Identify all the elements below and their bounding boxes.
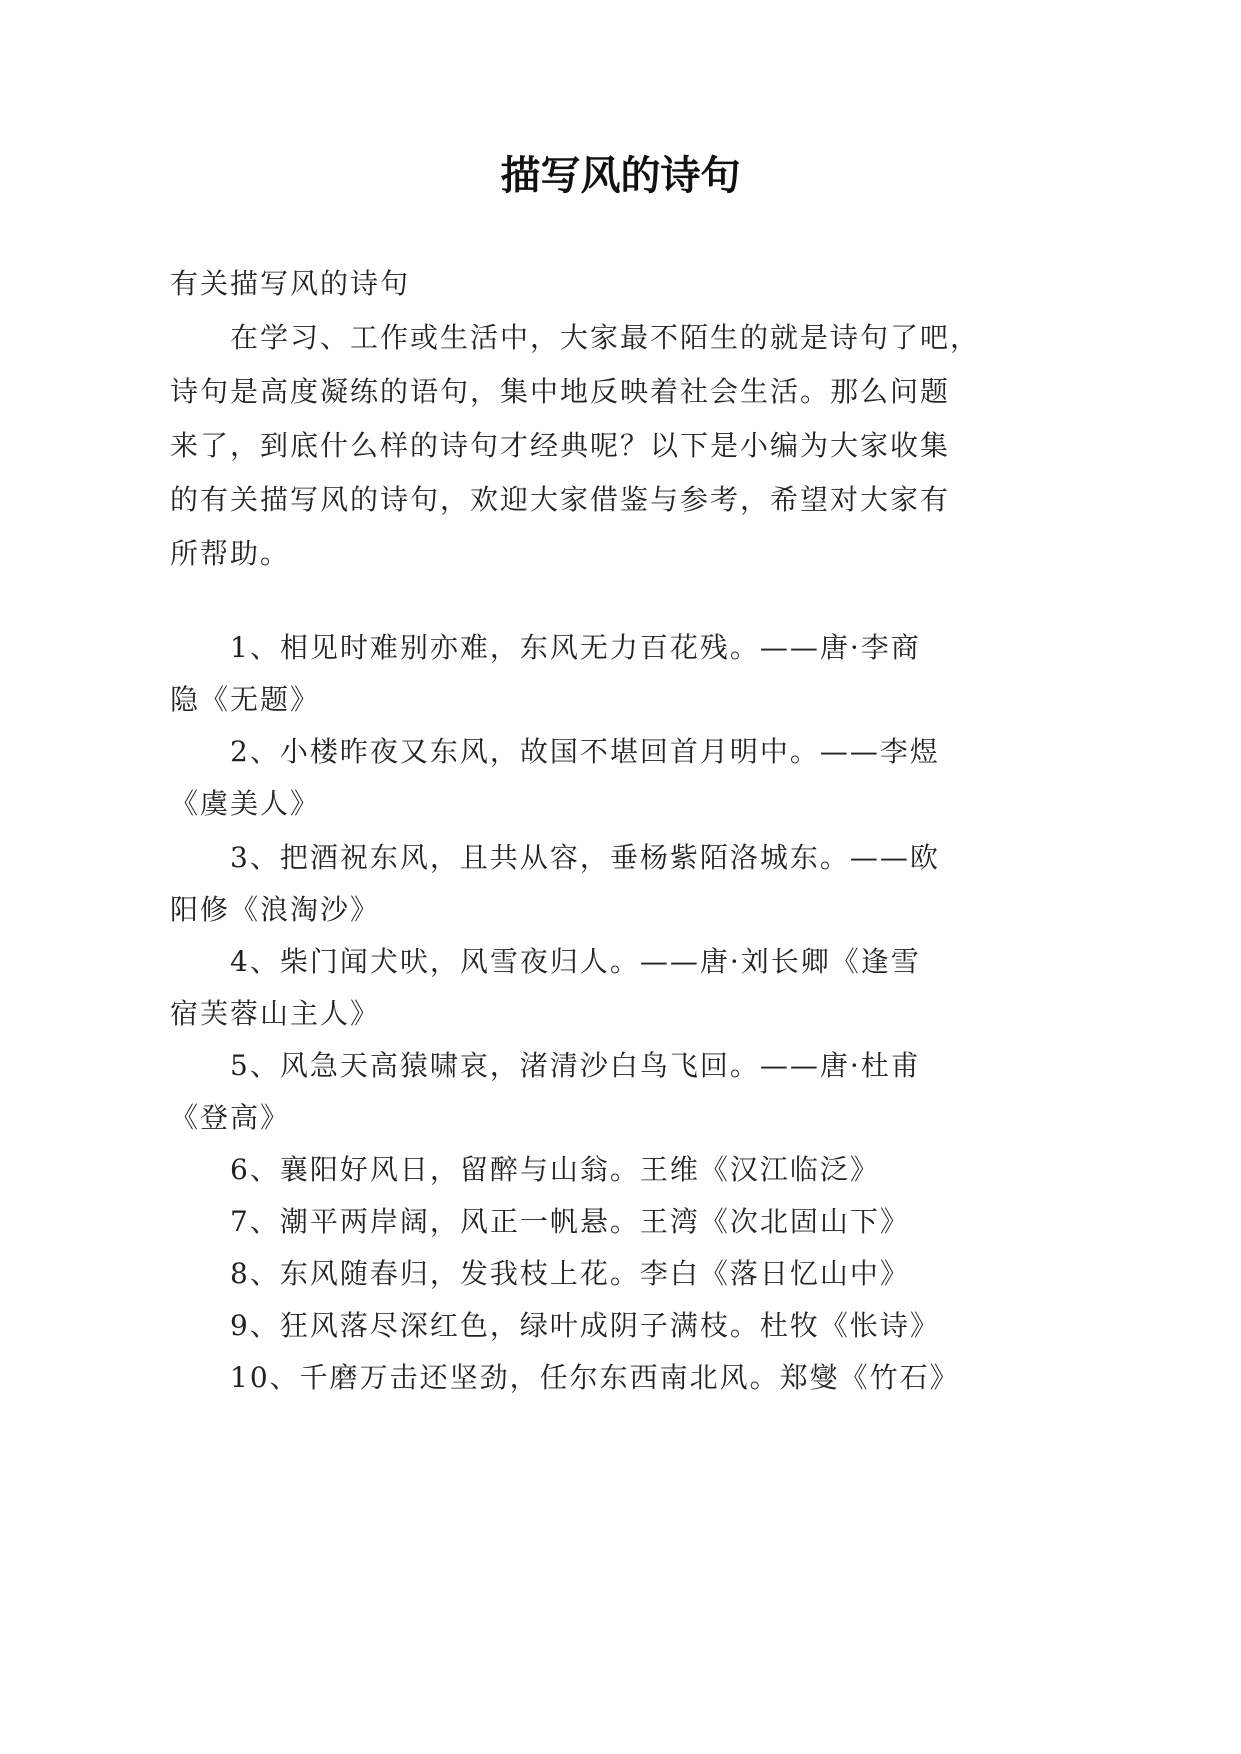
poem-line: 《虞美人》 [170,787,321,820]
poem-line: 3、把酒祝东风，且共从容，垂杨紫陌洛城东。——欧 [230,841,940,874]
poem-line: 1、相见时难别亦难，东风无力百花残。——唐·李商 [230,631,921,664]
poem-line: 隐《无题》 [170,683,321,716]
poem-line: 10、千磨万击还坚劲，任尔东西南北风。郑燮《竹石》 [230,1361,960,1394]
poem-line: 7、潮平两岸阔，风正一帆悬。王湾《次北固山下》 [230,1205,910,1238]
poem-line: 宿芙蓉山主人》 [170,997,381,1030]
poem-line: 9、狂风落尽深红色，绿叶成阴子满枝。杜牧《怅诗》 [230,1309,940,1342]
poem-line: 4、柴门闻犬吠，风雪夜归人。——唐·刘长卿《逢雪 [230,945,921,978]
poem-line: 5、风急天高猿啸哀，渚清沙白鸟飞回。——唐·杜甫 [230,1049,921,1082]
subtitle: 有关描写风的诗句 [170,267,411,300]
poem-line: 2、小楼昨夜又东风，故国不堪回首月明中。——李煜 [230,735,940,768]
poem-line: 8、东风随春归，发我枝上花。李白《落日忆山中》 [230,1257,910,1290]
intro-line: 来了，到底什么样的诗句才经典呢？以下是小编为大家收集 [170,429,951,462]
intro-line: 诗句是高度凝练的语句，集中地反映着社会生活。那么问题 [170,375,951,408]
intro-line: 所帮助。 [170,537,291,570]
poem-line: 《登高》 [170,1101,291,1134]
intro-line: 在学习、工作或生活中，大家最不陌生的就是诗句了吧， [230,321,981,354]
poem-line: 阳修《浪淘沙》 [170,893,381,926]
document-title: 描写风的诗句 [500,153,741,199]
poem-line: 6、襄阳好风日，留醉与山翁。王维《汉江临泛》 [230,1153,880,1186]
intro-line: 的有关描写风的诗句，欢迎大家借鉴与参考，希望对大家有 [170,483,951,516]
